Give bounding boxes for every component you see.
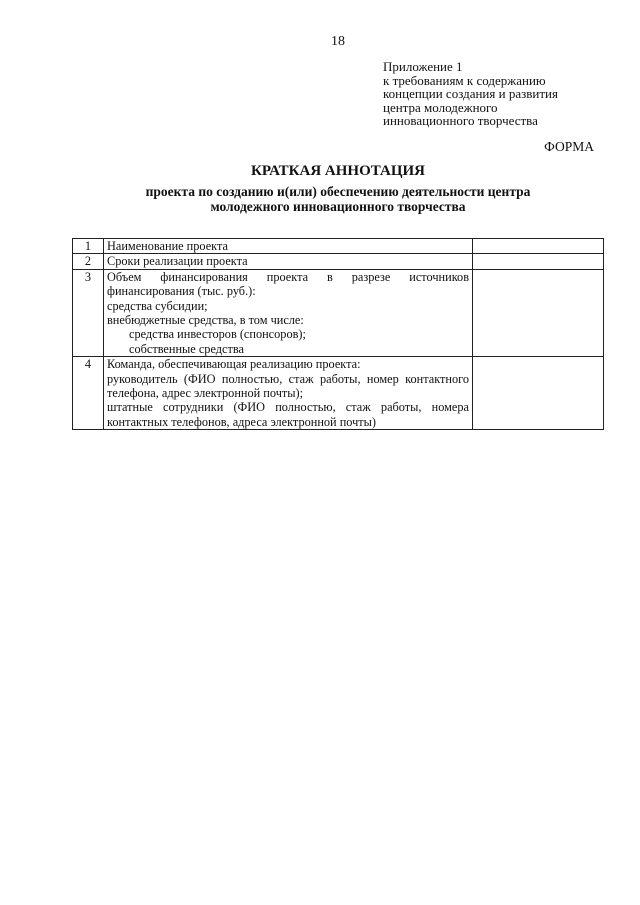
row-text: Сроки реализации проекта	[107, 254, 248, 269]
row-value-cell	[473, 269, 604, 356]
row-text: контактных телефонов, адреса электронной почты)	[107, 414, 377, 429]
row-value-cell	[473, 254, 604, 269]
subtitle-line: молодежного инновационного творчества	[210, 198, 466, 214]
row-text: средства субсидии;	[107, 298, 208, 313]
appendix-line: концепции создания и развития	[383, 86, 558, 102]
row-text: средства инвесторов (спонсоров);	[129, 327, 306, 342]
annotation-table	[72, 238, 604, 430]
row-text: штатные сотрудники (ФИО полностью, стаж работы, номера	[107, 400, 469, 415]
row-text: внебюджетные средства, в том числе:	[107, 313, 304, 328]
form-label: ФОРМА	[544, 139, 594, 154]
row-label	[104, 357, 473, 430]
appendix-line: инновационного творчества	[383, 113, 538, 129]
table-row	[73, 239, 604, 254]
page-number: 18	[331, 34, 345, 49]
subtitle-line: проекта по созданию и(или) обеспечению деятельности центра	[145, 184, 531, 199]
row-label	[104, 239, 473, 254]
document-title: КРАТКАЯ АННОТАЦИЯ	[250, 163, 426, 179]
row-text: Объем финансирования проекта в разрезе источников	[107, 269, 469, 284]
table-row	[73, 254, 604, 269]
row-number: 1	[73, 239, 104, 254]
row-number: 3	[73, 269, 104, 356]
row-text: Наименование проекта	[107, 239, 228, 253]
row-number: 4	[73, 357, 104, 430]
appendix-line: к требованиям к содержанию	[383, 72, 546, 88]
document-subtitle	[0, 185, 640, 214]
row-text: руководитель (ФИО полностью, стаж работы, номер контактного	[107, 371, 469, 386]
row-text: Команда, обеспечивающая реализацию проекта:	[107, 357, 361, 372]
appendix-header	[383, 60, 558, 128]
appendix-line: центра молодежного	[383, 99, 498, 115]
row-label	[104, 254, 473, 269]
row-text: финансирования (тыс. руб.):	[107, 284, 256, 299]
row-value-cell	[473, 357, 604, 430]
row-number: 2	[73, 254, 104, 269]
table-row	[73, 269, 604, 356]
row-value-cell	[473, 239, 604, 254]
table-row	[73, 357, 604, 430]
row-text: телефона, адрес электронной почты);	[107, 386, 304, 401]
row-text: собственные средства	[129, 341, 244, 356]
appendix-line: Приложение 1	[383, 59, 463, 74]
row-label	[104, 269, 473, 356]
